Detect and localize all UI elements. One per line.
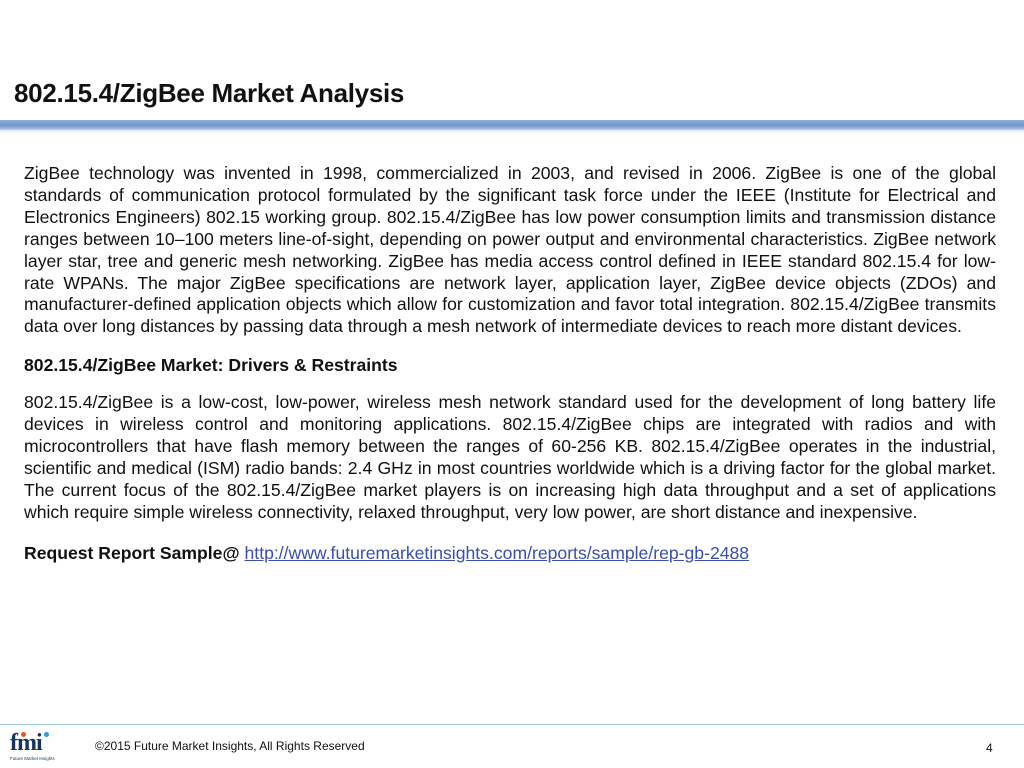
- fmi-logo: [8, 730, 66, 762]
- footer-divider: [0, 724, 1024, 725]
- logo-dot-icon: [44, 732, 49, 737]
- drivers-paragraph: 802.15.4/ZigBee is a low-cost, low-power, wireless mesh network standard used for the development of long battery life devices in wireless control and monitoring applications. 802.15.4/ZigBee chips are integrated with radios and with microcontrollers that have flash memory between the ranges of 60-256 KB. 802.15.4/ZigBee operates in the industrial, scientific and medical (ISM) radio bands: 2.4 GHz in most countries worldwide which is a driving factor for the global market. The current focus of the 802.15.4/ZigBee market players is on increasing high data throughput and a set of applications which require simple wireless connectivity, relaxed throughput, very low power, are short distance and inexpensive.: [24, 392, 996, 522]
- logo-wordmark: fmi: [10, 730, 42, 756]
- slide-body: [24, 163, 996, 564]
- intro-paragraph: ZigBee technology was invented in 1998, commercialized in 2003, and revised in 2006. ZigBee is one of the global standards of communication protocol formulated by the significant task force under the IEEE (Institute for Electrical and Electronics Engineers) 802.15 working group. 802.15.4/ZigBee has low power consumption limits and transmission distance ranges between 10–100 meters line-of-sight, depending on power output and environmental characteristics. ZigBee network layer star, tree and generic mesh networking. ZigBee has media access control defined in IEEE standard 802.15.4 for low-rate WPANs. The major ZigBee specifications are network layer, application layer, ZigBee device objects (ZDOs) and manufacturer-defined application objects which allow for customization and favor total integration. 802.15.4/ZigBee transmits data over long distances by passing data through a mesh network of intermediate devices to reach more distant devices.: [24, 163, 996, 337]
- request-sample-line: [24, 542, 996, 564]
- request-sample-link[interactable]: http://www.futuremarketinsights.com/reports/sample/rep-gb-2488: [244, 542, 750, 563]
- copyright-text: ©2015 Future Market Insights, All Rights Reserved: [95, 739, 365, 753]
- title-divider: [0, 120, 1024, 130]
- request-sample-label: Request Report Sample@: [24, 542, 240, 563]
- title-divider-shadow: [0, 130, 1024, 133]
- logo-tagline: Future Market Insights: [10, 756, 55, 761]
- slide-title: 802.15.4/ZigBee Market Analysis: [14, 78, 405, 108]
- section-heading: 802.15.4/ZigBee Market: Drivers & Restraints: [24, 355, 398, 376]
- page-number: 4: [986, 741, 993, 755]
